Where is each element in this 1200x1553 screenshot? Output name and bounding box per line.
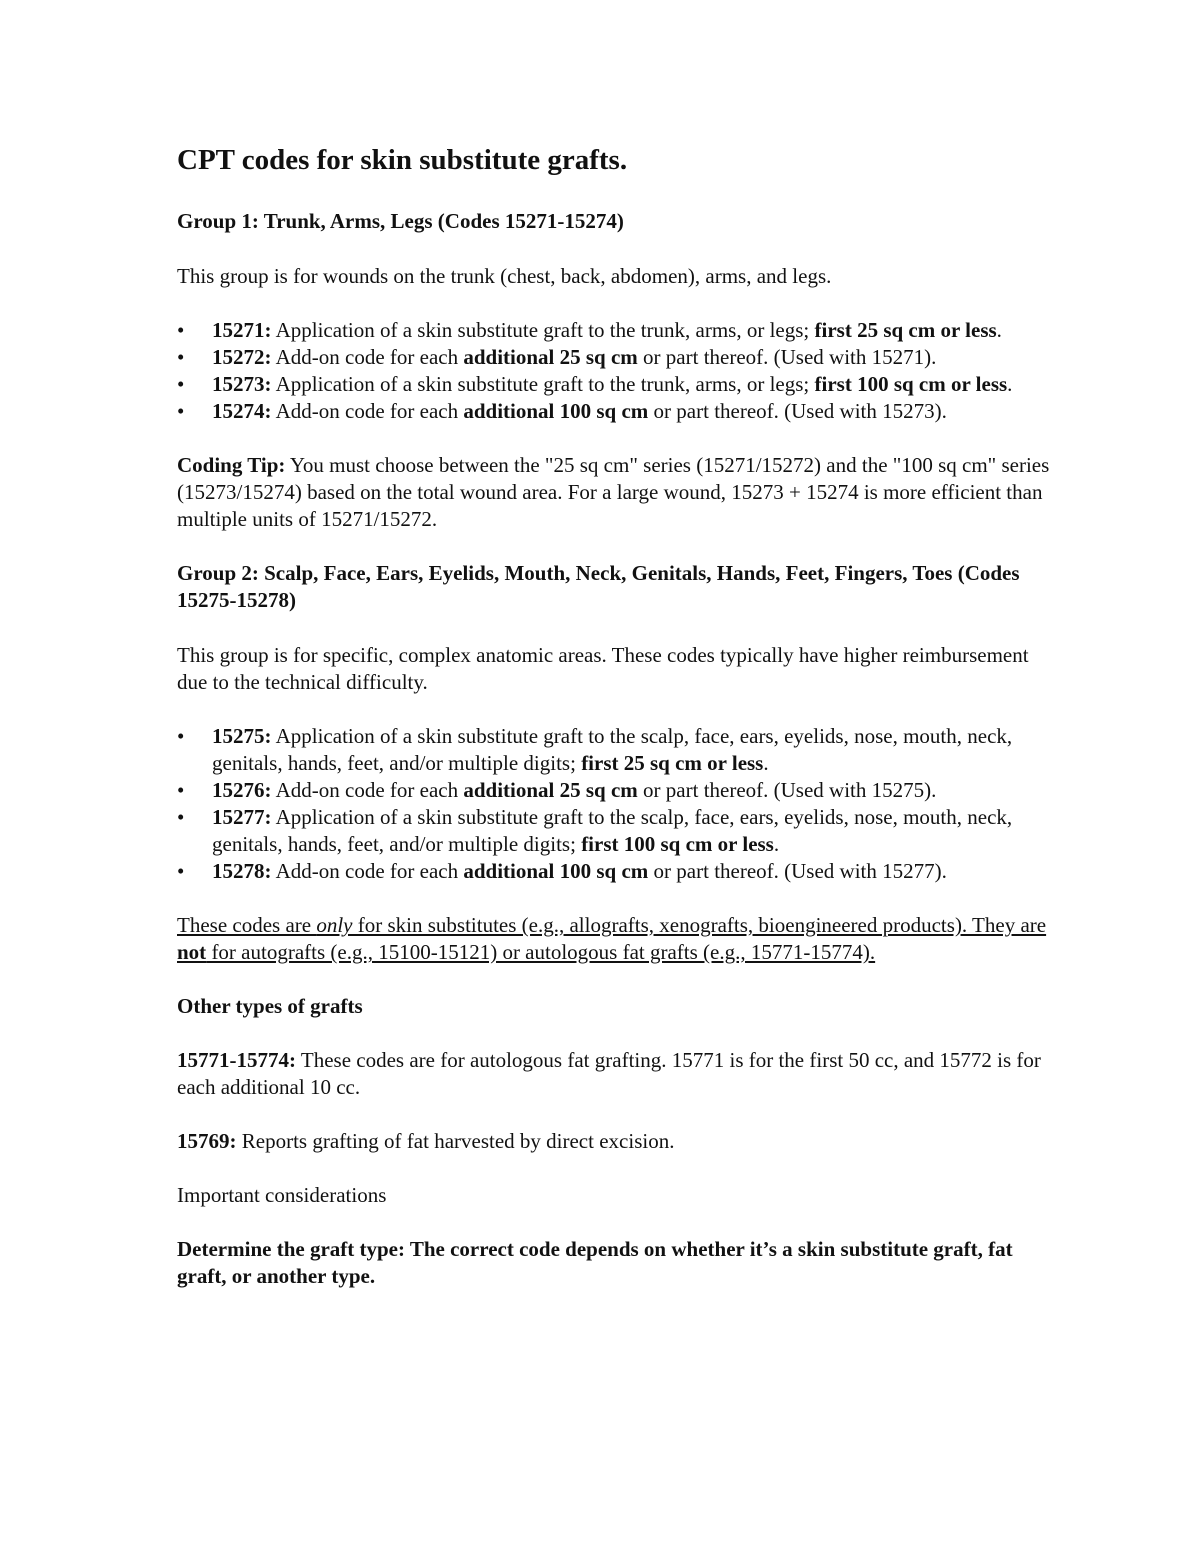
code-label: 15274: [212,399,272,423]
code-label: 15277: [212,805,272,829]
list-item [177,723,1057,777]
code-tail: . [763,751,769,775]
code-label: 15273: [212,372,272,396]
code-label: 15771-15774: [177,1048,296,1072]
other-grafts-heading: Other types of grafts [177,994,363,1018]
code-description: Application of a skin substitute graft to the trunk, arms, or legs; [271,372,815,396]
code-label: 15275: [212,724,272,748]
group1-code-list [177,317,1057,425]
list-item [177,371,1057,398]
code-label: 15272: [212,345,272,369]
bullet-icon: • [177,724,185,748]
code-description: Application of a skin substitute graft to the scalp, face, ears, eyelids, nose, mouth, neck, genitals, hands, feet, and/or multiple digits; [212,805,1013,856]
group2-heading: Group 2: Scalp, Face, Ears, Eyelids, Mouth, Neck, Genitals, Hands, Feet, Fingers, Toes (Codes 15275-15278) [177,561,1020,612]
code-tail: or part thereof. (Used with 15275). [637,778,937,802]
considerations-text: Determine the graft type: The correct code depends on whether it’s a skin substitute graft, fat graft, or another type. [177,1237,1013,1288]
group2-code-list [177,723,1057,885]
code-emphasis: additional 25 sq cm [463,778,638,802]
list-item [177,398,1057,425]
usage-note [177,912,1057,966]
group1-heading: Group 1: Trunk, Arms, Legs (Codes 15271-15274) [177,209,624,233]
usage-note-emphasis: not [177,940,207,964]
bullet-icon: • [177,345,185,369]
coding-tip-text: You must choose between the "25 sq cm" series (15271/15272) and the "100 sq cm" series (15273/15274) based on the total wound area. For a large wound, 15273 + 15274 is more efficient than multiple units of 15271/15272. [177,453,1050,531]
coding-tip [177,452,1057,533]
code-description: Add-on code for each [271,399,464,423]
document-page [177,140,1057,1290]
bullet-icon: • [177,318,185,342]
code-emphasis: first 100 sq cm or less [581,832,774,856]
code-tail: or part thereof. (Used with 15277). [648,859,947,883]
code-tail: or part thereof. (Used with 15273). [648,399,947,423]
usage-note-text: for skin substitutes (e.g., allografts, xenografts, bioengineered products). They are [352,913,1047,937]
code-label: 15271: [212,318,272,342]
code-tail: . [1007,372,1013,396]
code-label: 15278: [212,859,272,883]
code-description: Application of a skin substitute graft to the trunk, arms, or legs; [271,318,815,342]
code-emphasis: first 25 sq cm or less [814,318,997,342]
bullet-icon: • [177,805,185,829]
code-description: Add-on code for each [271,859,464,883]
code-description: Add-on code for each [271,778,464,802]
code-description: Add-on code for each [271,345,464,369]
bullet-icon: • [177,399,185,423]
bullet-icon: • [177,778,185,802]
usage-note-emphasis: only [316,913,353,937]
code-emphasis: additional 100 sq cm [463,399,649,423]
code-label: 15276: [212,778,272,802]
group1-intro: This group is for wounds on the trunk (chest, back, abdomen), arms, and legs. [177,264,832,288]
fat-grafting-entry [177,1047,1057,1101]
coding-tip-label: Coding Tip: [177,453,286,477]
excision-entry [177,1128,1057,1155]
code-description: These codes are for autologous fat grafting. 15771 is for the first 50 cc, and 15772 is for each additional 10 cc. [177,1048,1041,1099]
usage-note-text: for autografts (e.g., 15100-15121) or autologous fat grafts (e.g., 15771-15774). [206,940,876,964]
code-label: 15769: [177,1129,237,1153]
bullet-icon: • [177,372,185,396]
code-tail: . [773,832,780,856]
considerations-heading: Important considerations [177,1183,387,1207]
code-emphasis: additional 25 sq cm [463,345,638,369]
code-tail: . [996,318,1002,342]
code-emphasis: additional 100 sq cm [463,859,649,883]
list-item [177,317,1057,344]
code-emphasis: first 25 sq cm or less [581,751,764,775]
code-tail: or part thereof. (Used with 15271). [637,345,937,369]
list-item [177,804,1057,858]
list-item [177,858,1057,885]
document-title: CPT codes for skin substitute grafts. [177,144,628,176]
bullet-icon: • [177,859,185,883]
code-description: Reports grafting of fat harvested by direct excision. [236,1129,675,1153]
usage-note-text: These codes are [177,913,317,937]
code-emphasis: first 100 sq cm or less [814,372,1008,396]
group2-intro: This group is for specific, complex anatomic areas. These codes typically have higher reimbursement due to the technical difficulty. [177,643,1029,694]
list-item [177,777,1057,804]
list-item [177,344,1057,371]
code-description: Application of a skin substitute graft to the scalp, face, ears, eyelids, nose, mouth, neck, genitals, hands, feet, and/or multiple digits; [212,724,1013,775]
